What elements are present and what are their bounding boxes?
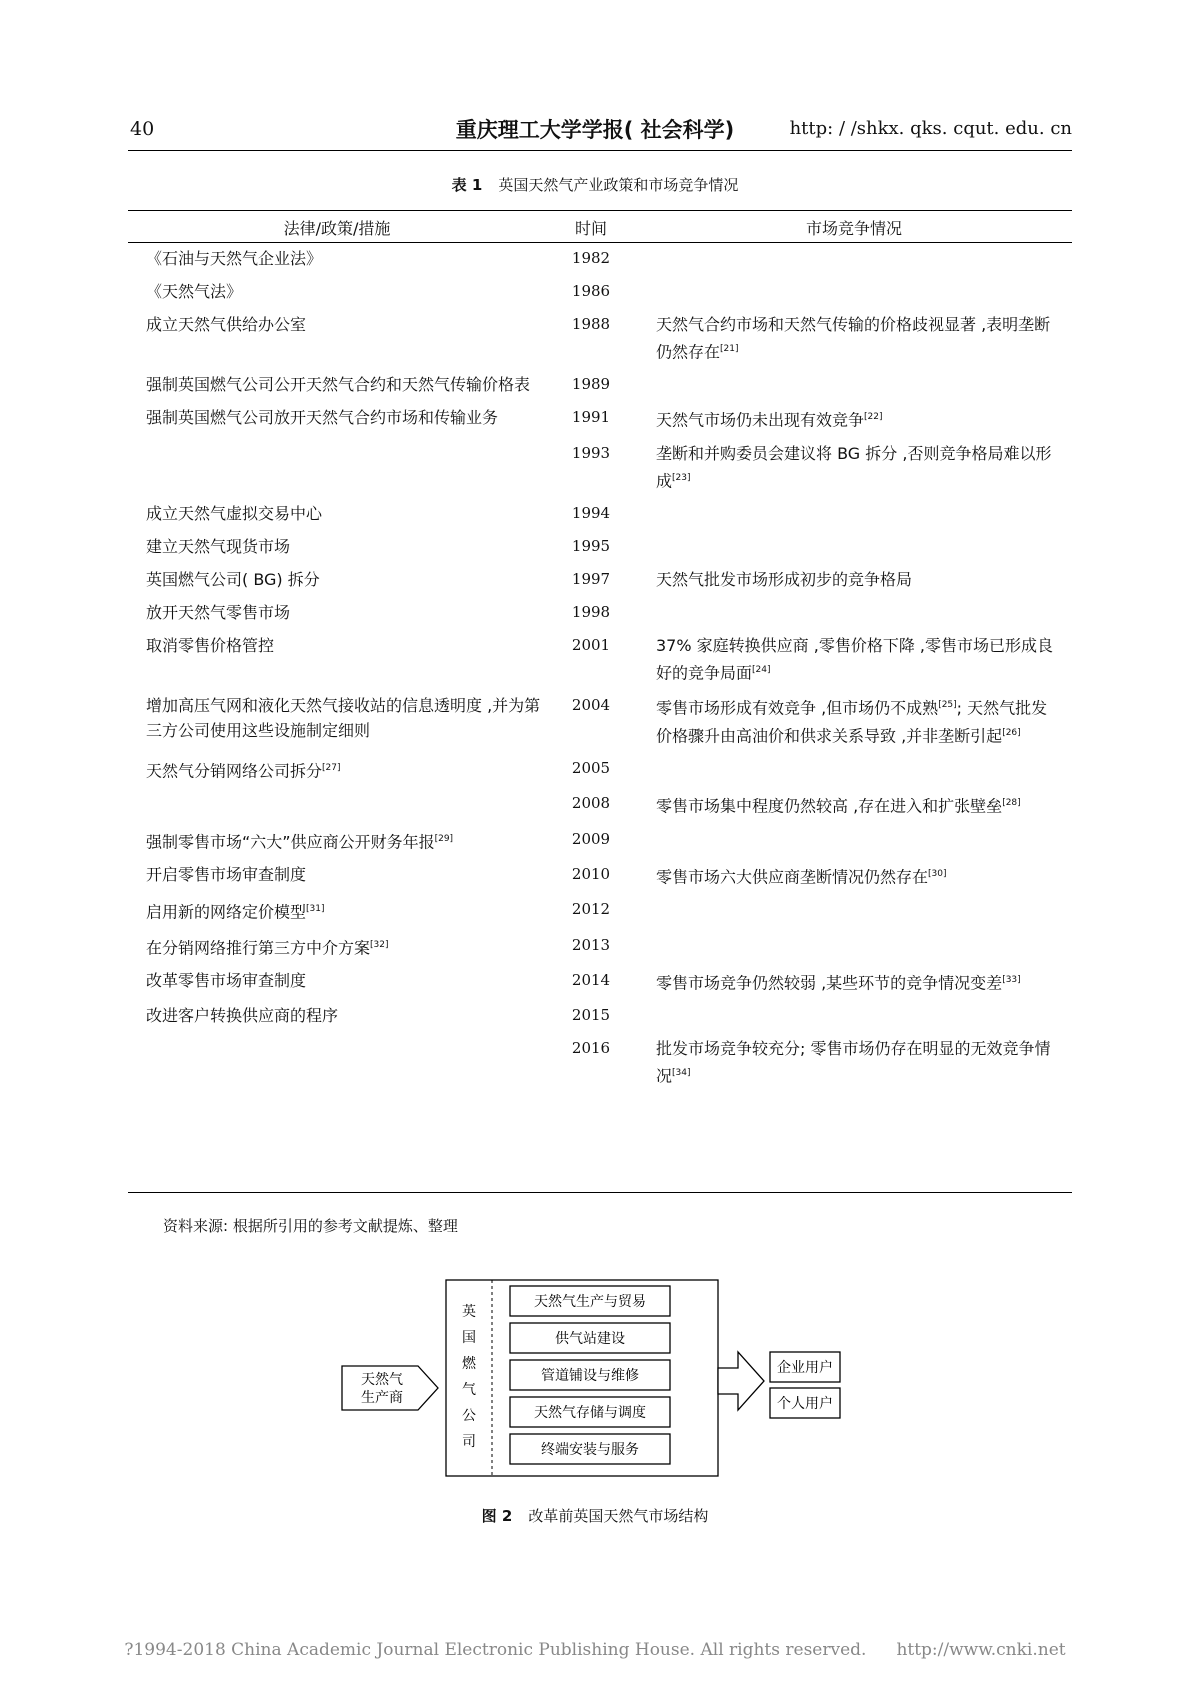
- cell-year: 2004: [571, 696, 611, 715]
- company-char: 气: [462, 1382, 476, 1398]
- table-caption: [0, 174, 1190, 195]
- table-row: [128, 893, 1072, 928]
- cell-year: 2015: [571, 1006, 611, 1025]
- cell-law: [128, 629, 546, 689]
- cell-market: [636, 1032, 1072, 1092]
- citation-ref: [29]: [434, 833, 454, 844]
- cell-law: [128, 596, 546, 629]
- cell-law: [128, 823, 546, 858]
- journal-url: http: / /shkx. qks. cqut. edu. cn: [789, 118, 1072, 139]
- table-row: [128, 563, 1072, 596]
- law-text: 成立天然气供给办公室: [146, 315, 307, 334]
- figure-caption: [0, 1505, 1190, 1526]
- table-row: [128, 530, 1072, 563]
- table-row: [128, 964, 1072, 999]
- producer-label-2: 生产商: [361, 1390, 403, 1406]
- cell-year: 1994: [571, 503, 611, 522]
- table-row: [128, 497, 1072, 530]
- citation-ref: [22]: [864, 412, 883, 423]
- cell-market: [636, 563, 1072, 596]
- cell-market: [636, 275, 1072, 308]
- market-text: 零售市场六大供应商垄断情况仍然存在: [656, 867, 929, 887]
- function-label: 供气站建设: [555, 1331, 625, 1347]
- cell-market: [636, 629, 1072, 689]
- company-char: 司: [462, 1434, 476, 1450]
- citation-ref: [21]: [720, 344, 739, 354]
- law-text: 改进客户转换供应商的程序: [146, 1006, 339, 1026]
- cell-law: [128, 437, 546, 497]
- cell-year: 2014: [571, 970, 611, 989]
- citation-ref: [32]: [370, 939, 389, 950]
- citation-ref: [25]: [938, 700, 957, 711]
- table-row: [128, 929, 1072, 964]
- cell-market: [636, 242, 1072, 275]
- table-row: [128, 275, 1072, 308]
- cnki-link[interactable]: http://www.cnki.net: [896, 1640, 1066, 1660]
- law-text: 启用新的网络定价模型: [146, 902, 307, 922]
- cell-market: [636, 596, 1072, 629]
- law-text: 强制零售市场“六大”供应商公开财务年报: [146, 831, 435, 851]
- cell-law: [128, 752, 546, 787]
- cell-law: [128, 689, 546, 752]
- law-text: 取消零售价格管控: [146, 635, 275, 655]
- cell-year: 1995: [571, 536, 611, 555]
- cell-law: [128, 275, 546, 308]
- market-structure-diagram: [340, 1278, 880, 1484]
- table-row: [128, 823, 1072, 858]
- table-top-rule: [128, 210, 1072, 211]
- cell-year: 1997: [571, 569, 611, 588]
- citation-ref: [34]: [672, 1068, 691, 1079]
- market-text: 零售市场集中程度仍然较高 ,存在进入和扩张壁垒: [656, 796, 1003, 816]
- table-row: [128, 437, 1072, 497]
- cell-law: [128, 999, 546, 1032]
- law-text: 强制英国燃气公司放开天然气合约市场和传输业务: [146, 408, 499, 428]
- law-text: 《天然气法》: [146, 282, 243, 301]
- cell-year: 1989: [571, 375, 611, 394]
- col-header-year: 时间: [574, 218, 607, 238]
- cell-year: 1991: [571, 408, 611, 427]
- table-row: [128, 596, 1072, 629]
- cell-year: 2010: [571, 864, 611, 883]
- page-number: 40: [130, 118, 155, 140]
- cell-law: [128, 530, 546, 563]
- table-label: 表 1: [451, 176, 483, 194]
- table-row: [128, 689, 1072, 752]
- cell-year: 1998: [571, 602, 611, 621]
- cell-market: [636, 823, 1072, 858]
- table-row: [128, 308, 1072, 368]
- cell-law: [128, 893, 546, 928]
- cell-market: [636, 787, 1072, 822]
- law-text: 成立天然气虚拟交易中心: [146, 503, 323, 523]
- cell-law: [128, 497, 546, 530]
- law-text: 英国燃气公司( BG) 拆分: [146, 569, 320, 589]
- table-row: [128, 401, 1072, 436]
- law-text: 《石油与天然气企业法》: [146, 249, 323, 268]
- market-text: 零售市场形成有效竞争 ,但市场仍不成熟: [656, 698, 939, 718]
- citation-ref: [26]: [1002, 727, 1021, 738]
- table-row: [128, 629, 1072, 689]
- company-char: 国: [462, 1330, 476, 1346]
- citation-ref: [23]: [672, 472, 691, 483]
- policy-table: [128, 212, 1072, 1093]
- cell-market: [636, 689, 1072, 752]
- table-source-note: 资料来源: 根据所引用的参考文献提炼、整理: [163, 1217, 458, 1235]
- cell-market: [636, 368, 1072, 401]
- cell-year: 2009: [571, 829, 611, 848]
- cell-market: [636, 308, 1072, 368]
- market-text: 天然气批发市场形成初步的竞争格局: [656, 569, 913, 589]
- market-text: 天然气市场仍未出现有效竞争: [656, 410, 865, 430]
- citation-ref: [33]: [1002, 974, 1021, 985]
- table-row: [128, 1032, 1072, 1092]
- cell-year: 1986: [571, 282, 611, 300]
- cell-law: [128, 242, 546, 275]
- table-row: [128, 368, 1072, 401]
- table-title: 英国天然气产业政策和市场竞争情况: [498, 176, 739, 194]
- figure-title: 改革前英国天然气市场结构: [528, 1507, 709, 1525]
- cell-market: [636, 437, 1072, 497]
- journal-title: 重庆理工大学学报( 社会科学): [455, 118, 735, 142]
- col-header-market: 市场竞争情况: [805, 218, 902, 238]
- enterprise-user-label: 企业用户: [777, 1360, 833, 1376]
- market-text: ; 天然气批发价格骤升由高油价和供求关系导致 ,并非垄断引起: [656, 698, 1048, 745]
- cell-market: [636, 497, 1072, 530]
- table-bottom-rule: [128, 1192, 1072, 1193]
- market-text: 天然气合约市场和天然气传输的价格歧视显著 ,表明垄断仍然存在: [656, 315, 1051, 362]
- citation-ref: [24]: [752, 664, 771, 675]
- cell-law: [128, 308, 546, 368]
- law-text: 开启零售市场审查制度: [146, 864, 307, 884]
- table-row: [128, 999, 1072, 1032]
- table-row: [128, 858, 1072, 893]
- citation-ref: [28]: [1002, 798, 1021, 809]
- cell-year: 2016: [571, 1039, 611, 1058]
- table-row: [128, 242, 1072, 275]
- cell-law: [128, 1032, 546, 1092]
- function-label: 管道铺设与维修: [541, 1368, 639, 1384]
- cell-market: [636, 530, 1072, 563]
- personal-user-label: 个人用户: [777, 1396, 833, 1412]
- cell-law: [128, 964, 546, 999]
- cell-year: 1988: [571, 315, 611, 333]
- citation-ref: [30]: [928, 868, 947, 879]
- cell-law: [128, 858, 546, 893]
- company-char: 公: [462, 1408, 476, 1424]
- cell-year: 2001: [571, 635, 611, 654]
- cell-market: [636, 999, 1072, 1032]
- cell-year: 1982: [571, 249, 611, 267]
- cell-market: [636, 752, 1072, 787]
- output-arrow: [718, 1352, 764, 1410]
- market-text: 垄断和并购委员会建议将 BG 拆分 ,否则竞争格局难以形成: [656, 443, 1052, 490]
- citation-ref: [27]: [322, 762, 341, 773]
- market-text: 37% 家庭转换供应商 ,零售价格下降 ,零售市场已形成良好的竞争局面: [656, 635, 1053, 683]
- cell-year: 2008: [571, 794, 611, 813]
- law-text: 放开天然气零售市场: [146, 602, 291, 622]
- cell-year: 2012: [571, 900, 611, 919]
- law-text: 改革零售市场审查制度: [146, 970, 307, 990]
- figure-label: 图 2: [481, 1507, 513, 1525]
- company-char: 英: [462, 1304, 476, 1320]
- cell-market: [636, 964, 1072, 999]
- function-boxes: [510, 1286, 670, 1464]
- cell-market: [636, 893, 1072, 928]
- law-text: 天然气分销网络公司拆分: [146, 761, 323, 781]
- col-header-law: 法律/政策/措施: [283, 218, 391, 238]
- producer-label-1: 天然气: [361, 1372, 403, 1388]
- citation-ref: [31]: [306, 904, 325, 915]
- cell-law: [128, 401, 546, 436]
- function-label: 天然气存储与调度: [534, 1405, 646, 1421]
- copyright-text: ?1994-2018 China Academic Journal Electronic Publishing House. All rights reserved.: [124, 1640, 867, 1660]
- law-text: 增加高压气网和液化天然气接收站的信息透明度 ,并为第三方公司使用这些设施制定细则: [146, 696, 541, 741]
- function-label: 终端安装与服务: [541, 1442, 639, 1458]
- cell-law: [128, 929, 546, 964]
- cell-market: [636, 929, 1072, 964]
- law-text: 强制英国燃气公司公开天然气合约和天然气传输价格表: [146, 375, 531, 395]
- table-body: [128, 242, 1072, 1093]
- cell-market: [636, 858, 1072, 893]
- cell-law: [128, 368, 546, 401]
- cell-market: [636, 401, 1072, 436]
- cell-year: 2005: [571, 758, 611, 777]
- cell-year: 2013: [571, 935, 611, 954]
- table-row: [128, 752, 1072, 787]
- cell-law: [128, 787, 546, 822]
- law-text: 建立天然气现货市场: [146, 536, 291, 556]
- table-header-row: [128, 212, 1072, 242]
- copyright-footer: [0, 1640, 1190, 1660]
- cell-law: [128, 563, 546, 596]
- market-text: 零售市场竞争仍然较弱 ,某些环节的竞争情况变差: [656, 973, 1003, 993]
- table-row: [128, 787, 1072, 822]
- law-text: 在分销网络推行第三方中介方案: [146, 937, 371, 957]
- function-label: 天然气生产与贸易: [534, 1294, 646, 1310]
- header-rule: [128, 150, 1072, 151]
- company-char: 燃: [462, 1356, 476, 1372]
- market-text: 批发市场竞争较充分; 零售市场仍存在明显的无效竞争情况: [656, 1039, 1051, 1086]
- cell-year: 1993: [571, 443, 611, 462]
